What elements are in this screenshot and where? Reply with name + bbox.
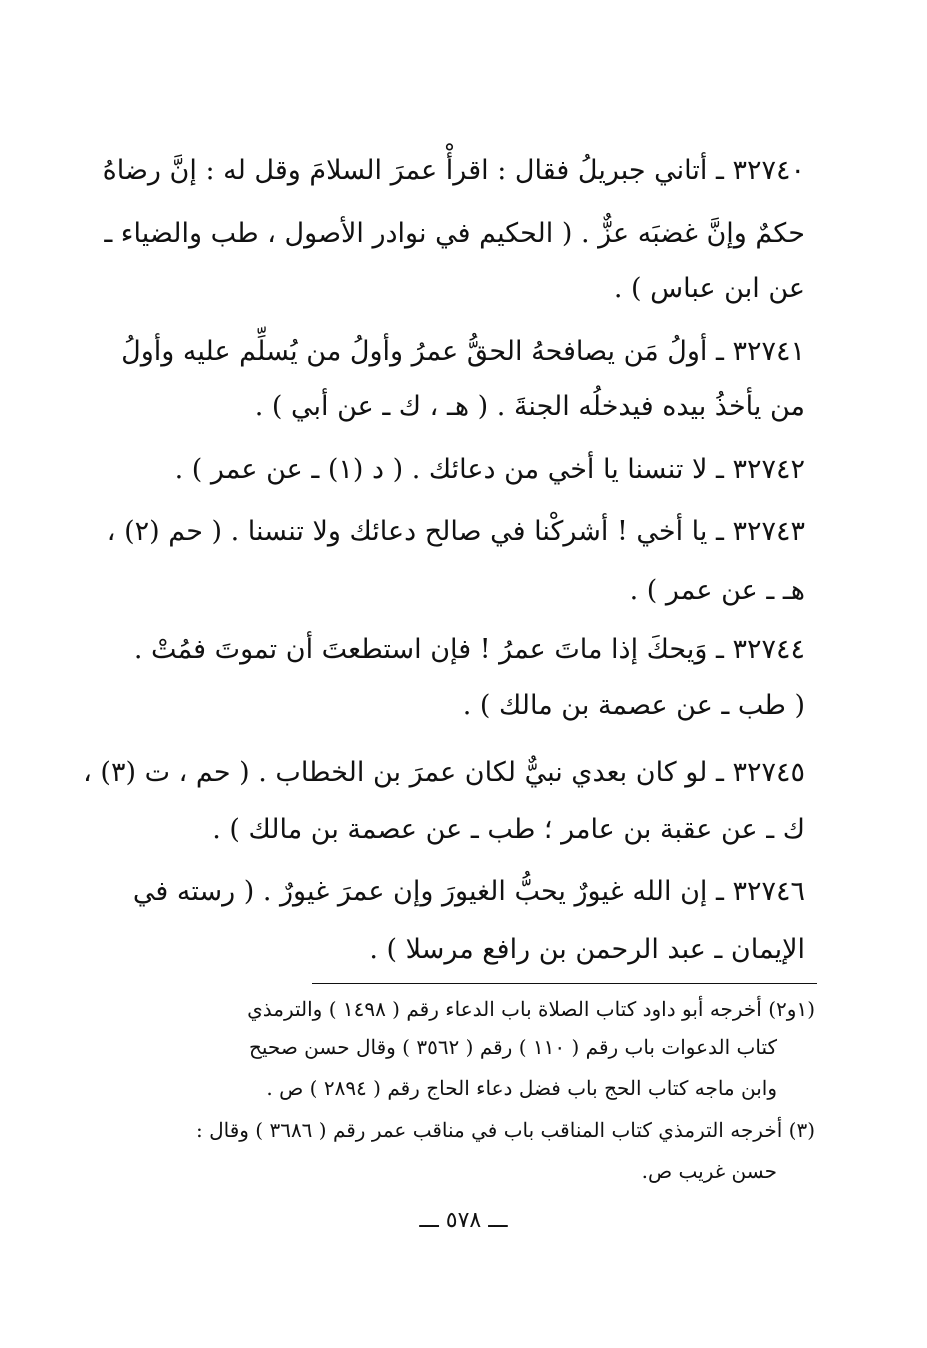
page-number: ـــ ٥٧٨ ـــ — [419, 1208, 508, 1233]
hadith-32741-line-1: ٣٢٧٤١ ـ أولُ مَن يصافحهُ الحقُّ عمرُ وأولُ من يُسلِّم عليه وأولُ — [121, 336, 805, 367]
footnote-3-line-2: حسن غريب ص. — [641, 1159, 777, 1183]
hadith-32740-line-1: ٣٢٧٤٠ ـ أتاني جبريلُ فقال : اقرأْ عمرَ السلامَ وقل له : إنَّ رضاهُ — [102, 155, 805, 186]
hadith-32741-line-2: من يأخذُ بيده فيدخلُه الجنةَ . ( هـ ، ك ـ عن أبي ) . — [254, 391, 805, 422]
hadith-32743-line-1: ٣٢٧٤٣ ـ يا أخي ! أشركْنا في صالح دعائك ولا تنسنا . ( حم (٢) ، — [106, 516, 805, 547]
hadith-32745-line-2: ك ـ عن عقبة بن عامر ؛ طب ـ عن عصمة بن مالك ) . — [212, 814, 805, 845]
footnote-3-line-1: (٣) أخرجه الترمذي كتاب المناقب باب في مناقب عمر رقم ( ٣٦٨٦ ) وقال : — [195, 1118, 815, 1142]
hadith-32744-line-1: ٣٢٧٤٤ ـ وَيحكَ إذا ماتَ عمرُ ! فإن استطعتَ أن تموتَ فمُتْ . — [133, 634, 805, 665]
hadith-32745-line-1: ٣٢٧٤٥ ـ لو كان بعدي نبيٌّ لكان عمرَ بن الخطاب . ( حم ، ت (٣) ، — [83, 757, 805, 788]
hadith-32743-line-2: هـ ـ عن عمر ) . — [629, 575, 805, 606]
hadith-32740-line-3: عن ابن عباس ) . — [613, 273, 805, 304]
footnote-1-2-line-2: كتاب الدعوات باب رقم ( ١١٠ ) رقم ( ٣٥٦٢ ) وقال حسن صحيح — [248, 1035, 777, 1059]
hadith-32746-line-2: الإيمان ـ عبد الرحمن بن رافع مرسلا ) . — [369, 934, 805, 965]
footnote-1-2-line-3: وابن ماجه كتاب الحج باب فضل دعاء الحاج رقم ( ٢٨٩٤ ) ص . — [266, 1076, 777, 1100]
hadith-32742-line-1: ٣٢٧٤٢ ـ لا تنسنا يا أخي من دعائك . ( د (١) ـ عن عمر ) . — [174, 454, 805, 485]
hadith-32744-line-2: ( طب ـ عن عصمة بن مالك ) . — [462, 690, 805, 721]
hadith-32740-line-2: حكمٌ وإنَّ غضبَه عزٌّ . ( الحكيم في نوادر الأصول ، طب والضياء ـ — [104, 218, 805, 249]
footnote-divider — [312, 983, 817, 984]
footnote-1-2-line-1: (١و٢) أخرجه أبو داود كتاب الصلاة باب الدعاء رقم ( ١٤٩٨ ) والترمذي — [247, 997, 815, 1021]
hadith-32746-line-1: ٣٢٧٤٦ ـ إن الله غيورٌ يحبُّ الغيورَ وإن عمرَ غيورٌ . ( رسته في — [132, 876, 805, 907]
